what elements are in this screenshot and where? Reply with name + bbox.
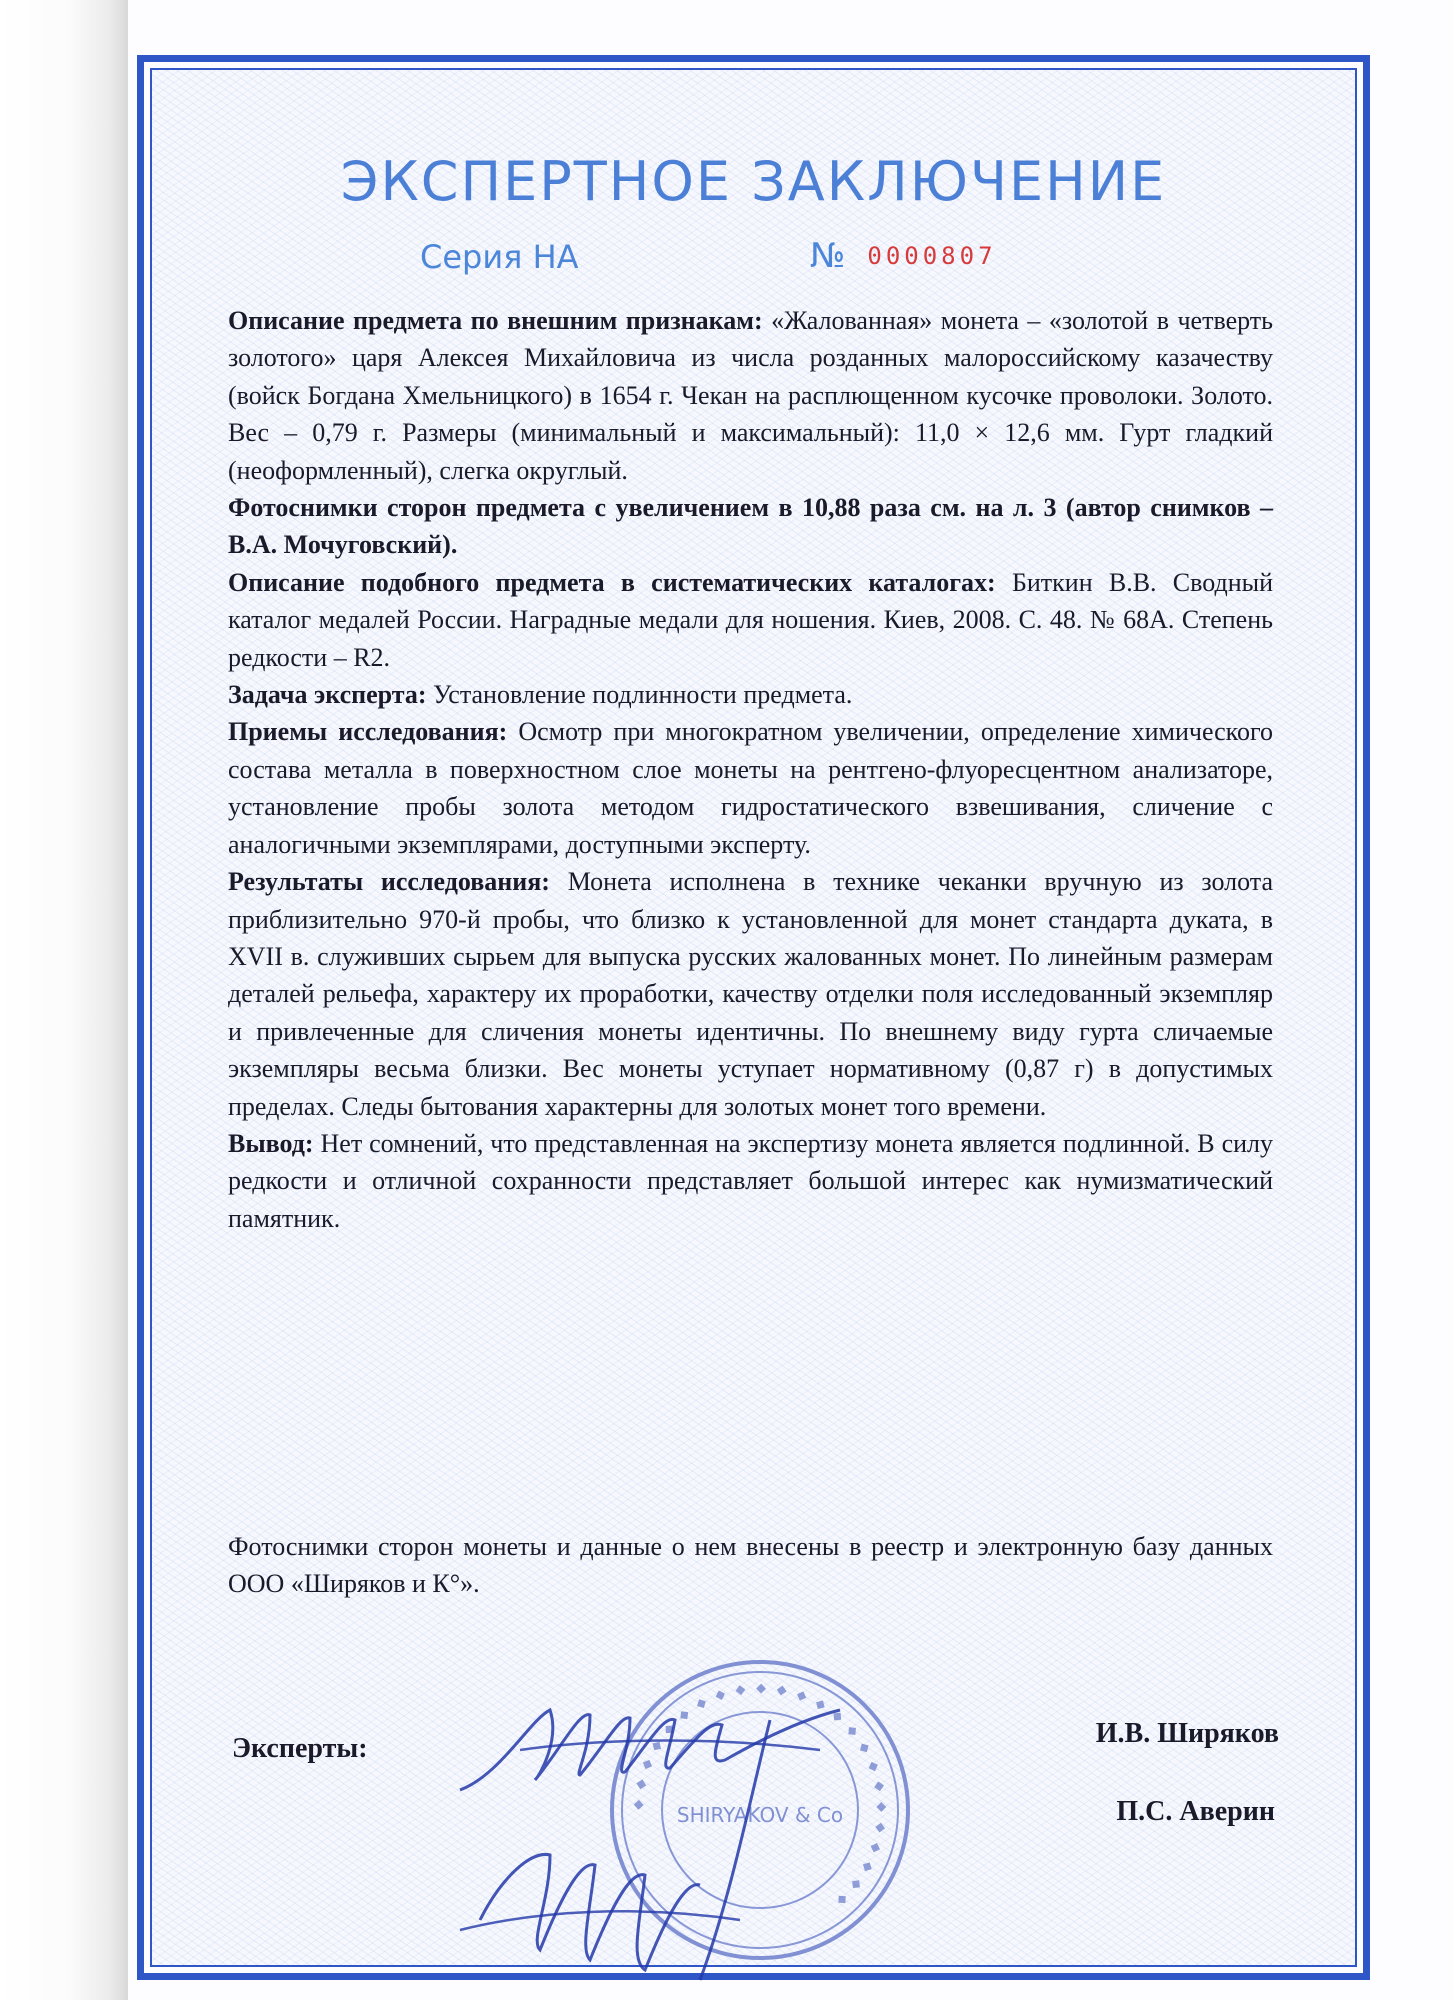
section-label: Описание подобного предмета в систематических каталогах: — [228, 567, 996, 597]
number-sign: № — [810, 236, 846, 276]
section-text: Осмотр при многократном увеличении, определение химического состава металла в поверхностном слое монеты на рентгено-флуоресцентном анализаторе, установление пробы золота методом гидростатического взвешивания, сличение с аналогичными экземплярами, доступными эксперту. — [228, 717, 1274, 859]
svg-text:◆ ◆ ◆ ◆ ◆ ◆ ◆ ◆ ◆ ◆ ◆ ◆ ◆ ◆ ◆: ◆ ◆ ◆ ◆ ◆ ◆ ◆ ◆ ◆ ◆ ◆ ◆ ◆ ◆ ◆ ◆ ◆ ◆ ◆ ◆ ◆ ◆ ◆ ◆ — [630, 1680, 890, 1911]
section-text: «Жалованная» монета – «золотой в четверть золотого» царя Алексея Михайловича из числа розданных малороссийскому казачеству (войск Богдана Хмельницкого) в 1654 г. Чекан на расплющенном кусочке проволоки. Золото. Вес – 0,79 г. Размеры (минимальный и максимальный): 11,0 × 12,6 мм. Гурт гладкий (неоформленный), слегка округлый. — [228, 306, 1273, 485]
section-photos — [228, 489, 1273, 564]
number-digits: 0000807 — [867, 242, 997, 270]
section-text: Биткин В.В. Сводный каталог медалей России. Наградные медали для ношения. Киев, 2008. С. 48. № 68А. Степень редкости – R2. — [228, 567, 1273, 672]
seal-text: SHIRYAKOV & Co — [676, 1803, 844, 1827]
certificate-body — [228, 302, 1273, 1237]
expert-name-averin: П.С. Аверин — [1116, 1796, 1275, 1827]
section-external-description — [228, 302, 1273, 489]
experts-label: Эксперты: — [232, 1733, 368, 1764]
book-binding-edge — [0, 0, 128, 2000]
section-expert-task — [228, 676, 1273, 713]
section-conclusion — [228, 1125, 1273, 1237]
series-label: Серия НА — [420, 238, 579, 276]
section-text: Монета исполнена в технике чеканки вручную из золота приблизительно 970-й пробы, что близко к установленной для монет стандарта дуката, в XVII в. служивших сырьем для выпуска русских жалованных монет. По линейным размерам деталей рельефа, характеру их проработки, качеству отделки поля исследованный экземпляр и привлеченные для сличения монеты идентичны. По внешнему виду гурта сличаемые экземпляры весьма близки. Вес монеты уступает нормативному (0,87 г) в допустимых пределах. Следы бытования характерны для золотых монет того времени. — [228, 867, 1273, 1121]
registry-note: Фотоснимки сторон монеты и данные о нем внесены в реестр и электронную базу данных ООО «Ширяков и К°». — [228, 1532, 1273, 1599]
section-label: Вывод: — [228, 1128, 314, 1158]
section-label: Задача эксперта: — [228, 680, 427, 710]
section-text: Установление подлинности предмета. — [426, 680, 853, 710]
section-catalog-reference — [228, 564, 1273, 676]
section-text: Нет сомнений, что представленная на экспертизу монета является подлинной. В силу редкости и отличной сохранности представляет большой интерес как нумизматический памятник. — [228, 1128, 1273, 1233]
expert-signatures — [440, 1680, 900, 2000]
expert-name-shiryakov: И.В. Ширяков — [1095, 1718, 1279, 1749]
certificate-title: ЭКСПЕРТНОЕ ЗАКЛЮЧЕНИЕ — [340, 150, 1167, 213]
section-label: Приемы исследования: — [228, 717, 508, 747]
section-label: Описание предмета по внешним признакам: — [228, 306, 763, 335]
section-label: Фотоснимки сторон предмета с увеличением в 10,88 раза см. на л. 3 (автор снимков – В.А. Мочуговский). — [228, 493, 1273, 560]
section-label: Результаты исследования: — [228, 867, 550, 897]
section-methods — [228, 713, 1273, 863]
section-results — [228, 863, 1273, 1125]
certificate-number — [810, 236, 997, 276]
